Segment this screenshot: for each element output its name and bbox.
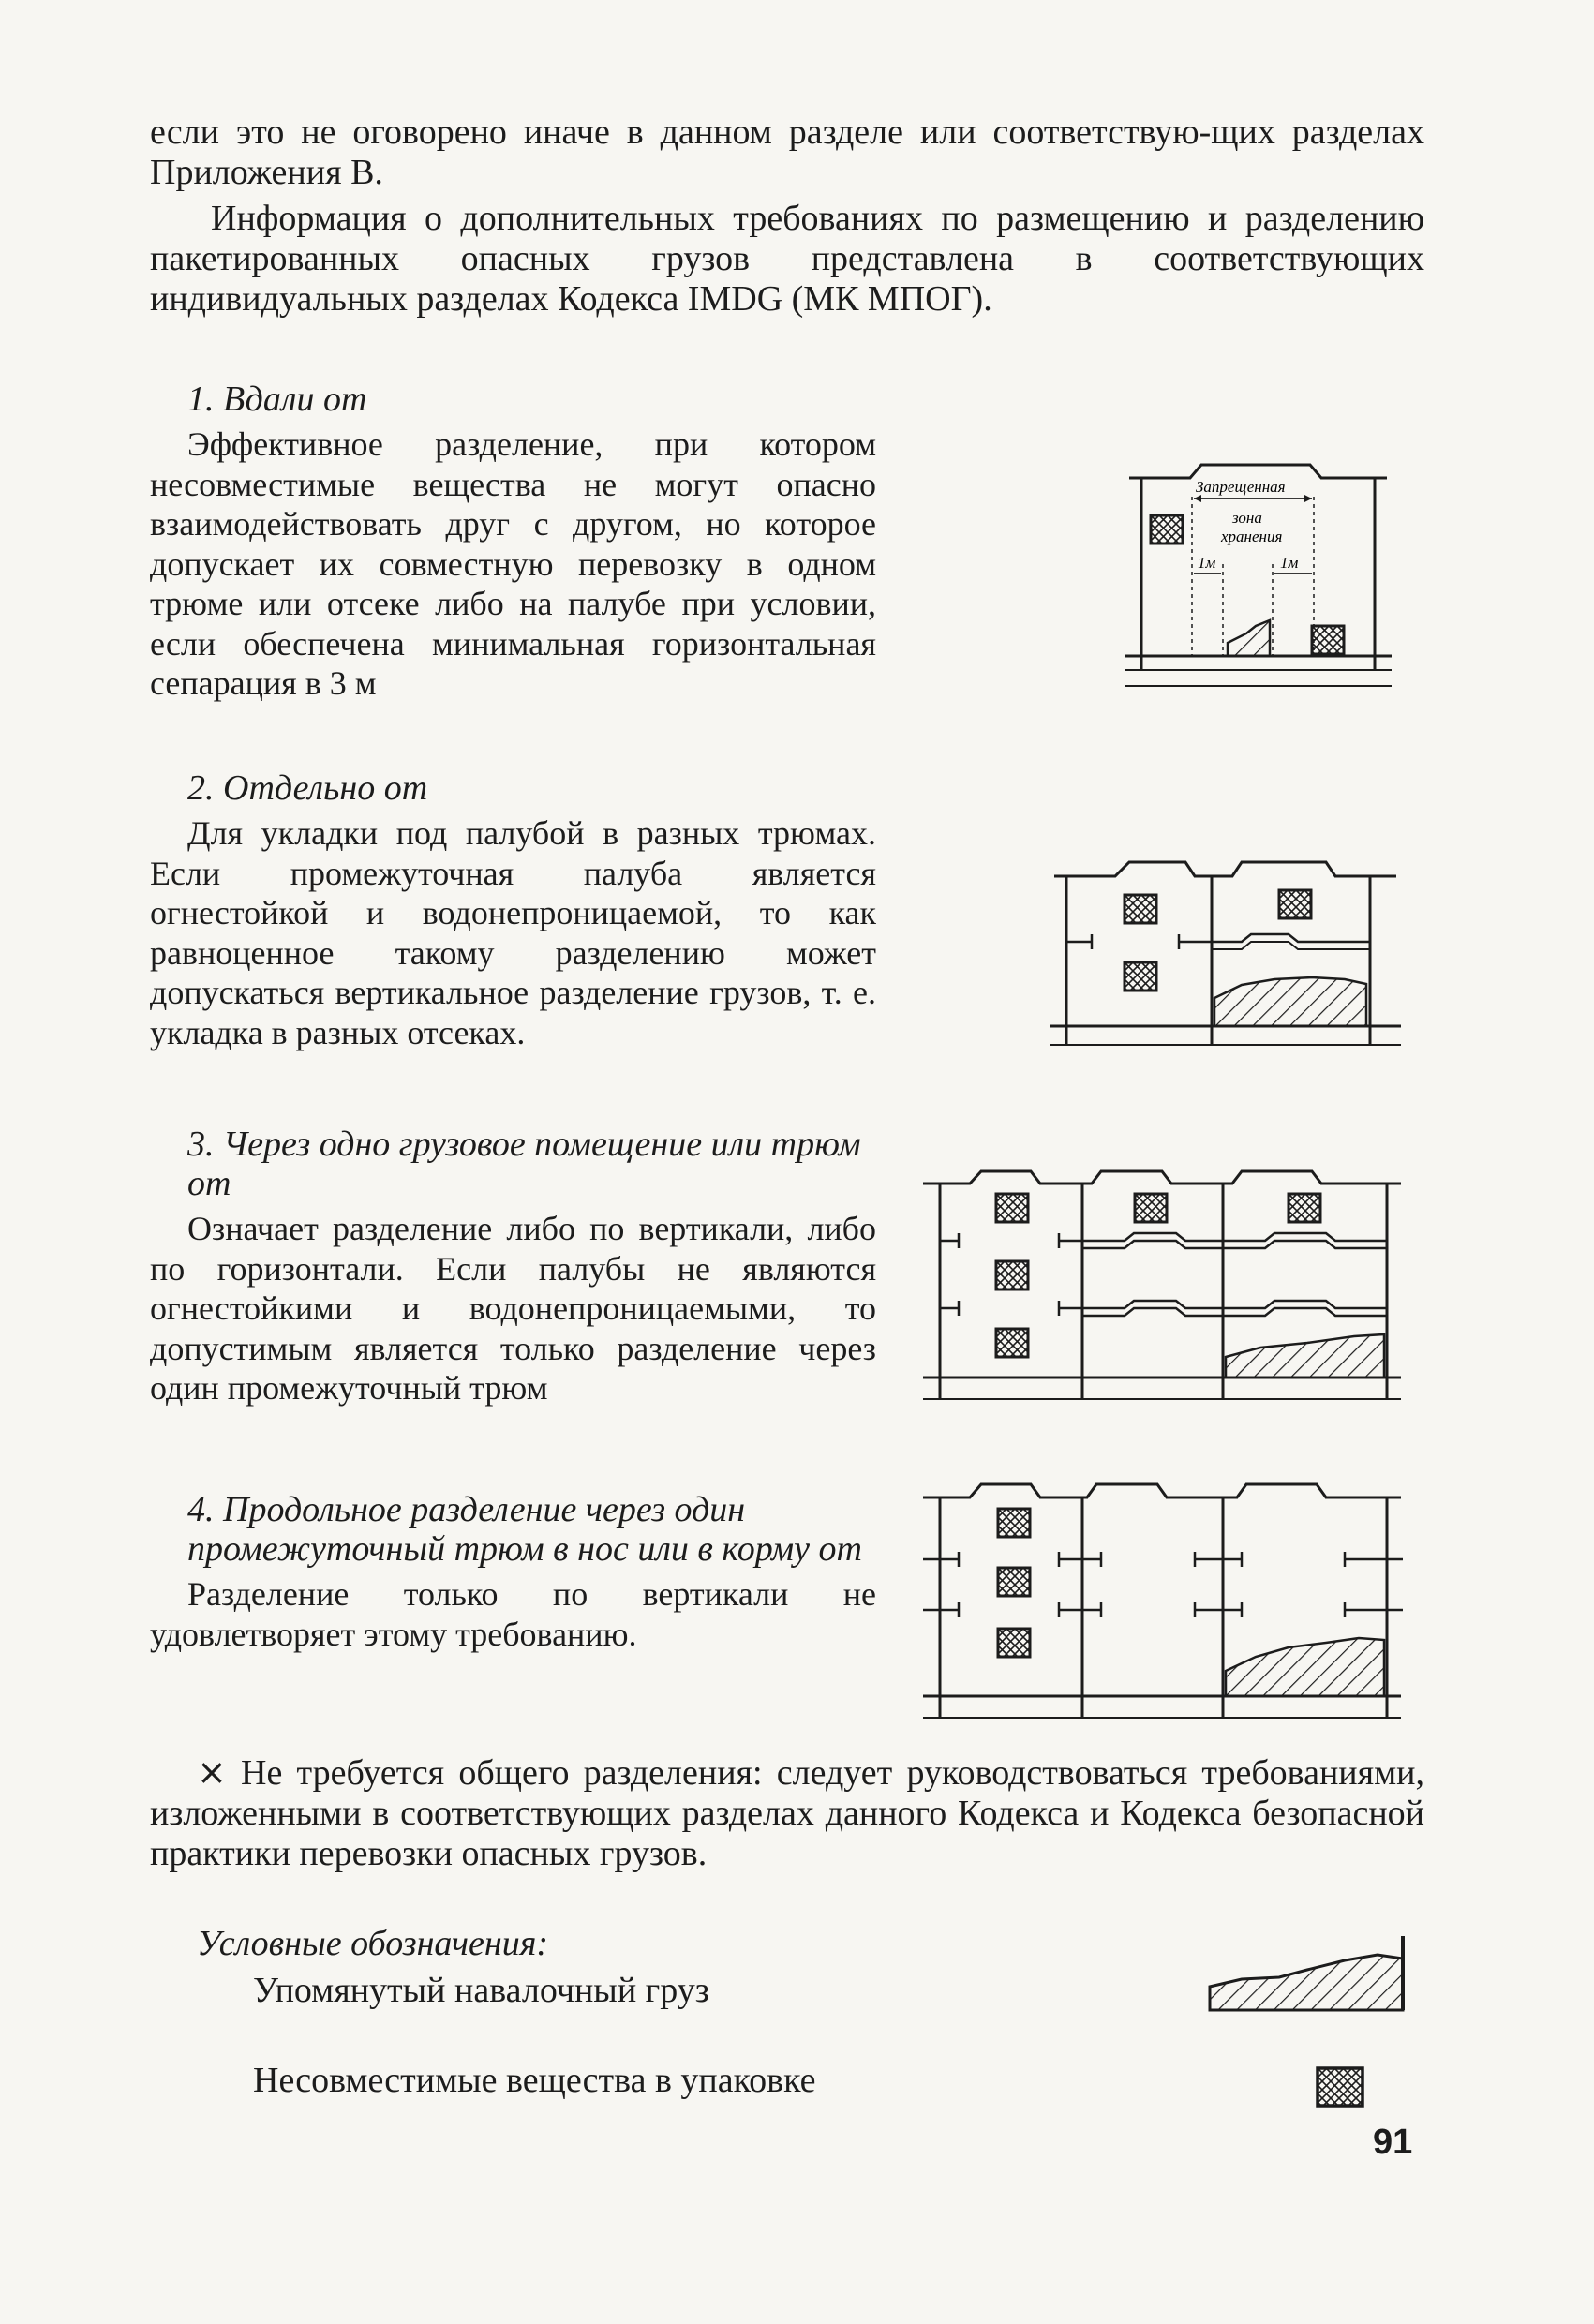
- page-number: 91: [1373, 2123, 1413, 2162]
- dimension-left: 1м: [1198, 554, 1216, 572]
- figure-away-from: [1115, 459, 1396, 703]
- section-2: [150, 768, 876, 1052]
- section-2-body: Для укладки под палубой в разных трюмах. Если промежуточная палуба является огнестойкой и водонепроницаемой, то как равноценное такому разделению может допускаться вертикальное разделение грузов, т. е. укладка в разных отсеках.: [150, 814, 876, 1051]
- section-1-body: Эффективное разделение, при котором несовместимые вещества не могут опасно взаимодействовать друг с другом, но которое допускает их совместную перевозку в одном трюме или отсеке либо на палубе при условии, если обеспечена минимальная горизонтальная сепарация в 3 м: [150, 425, 876, 702]
- forbidden-zone-label: Запрещенная: [1196, 478, 1286, 496]
- bulk-cargo-icon: [1204, 1930, 1420, 2024]
- legend-bulk-label: Упомянутый навалочный груз: [253, 1971, 709, 2010]
- zone-label: зона: [1232, 509, 1262, 527]
- packaged-goods-icon: [1151, 515, 1183, 544]
- figure-separated-from: [1040, 848, 1406, 1073]
- section-3-body: Означает разделение либо по вертикали, либо по горизонтали. Если палубы не являются огнестойкими и водонепроницаемыми, то допустимым является только разделение через один промежуточный трюм: [150, 1210, 876, 1407]
- legend-packaged-label: Несовместимые вещества в упаковке: [253, 2061, 816, 2100]
- section-4-title: 4. Продольное разделение через один промежуточный трюм в нос или в корму от: [187, 1490, 862, 1569]
- section-1: [150, 380, 876, 704]
- intro-paragraph: Информация о дополнительных требованиях по размещению и разделению пакетированных опасных грузов представлена в соответствующих индивидуальных разделах Кодекса IMDG (МК МПОГ).: [150, 199, 1424, 319]
- section-3-title: 3. Через одно грузовое помещение или трюм от: [187, 1125, 861, 1203]
- section-2-title: 2. Отдельно от: [187, 768, 428, 808]
- section-1-title: 1. Вдали от: [187, 380, 367, 419]
- figure-one-hold-from: [914, 1160, 1410, 1423]
- legend-title: Условные обозначения:: [197, 1924, 549, 1963]
- packaged-incompatible-icon: [1314, 2064, 1370, 2111]
- packaged-goods-icon: [1312, 626, 1344, 654]
- general-note: [150, 1752, 1424, 1874]
- intro-continuation: если это не оговорено иначе в данном разделе или соответствую-щих разделах Приложения В.: [150, 112, 1424, 192]
- section-3: [150, 1125, 876, 1408]
- section-4: [150, 1490, 876, 1654]
- dimension-right: 1м: [1280, 554, 1299, 572]
- cross-mark-icon: ×: [197, 1751, 227, 1793]
- general-note-text: Не требуется общего разделения: следует руководствоваться требованиями, изложенными в соответствующих разделах данного Кодекса и Кодекса безопасной практики перевозки опасных грузов.: [150, 1753, 1425, 1873]
- storage-label: хранения: [1221, 528, 1283, 545]
- section-4-body: Разделение только по вертикали не удовлетворяет этому требованию.: [150, 1575, 876, 1653]
- figure-longitudinal-separation: [914, 1469, 1410, 1741]
